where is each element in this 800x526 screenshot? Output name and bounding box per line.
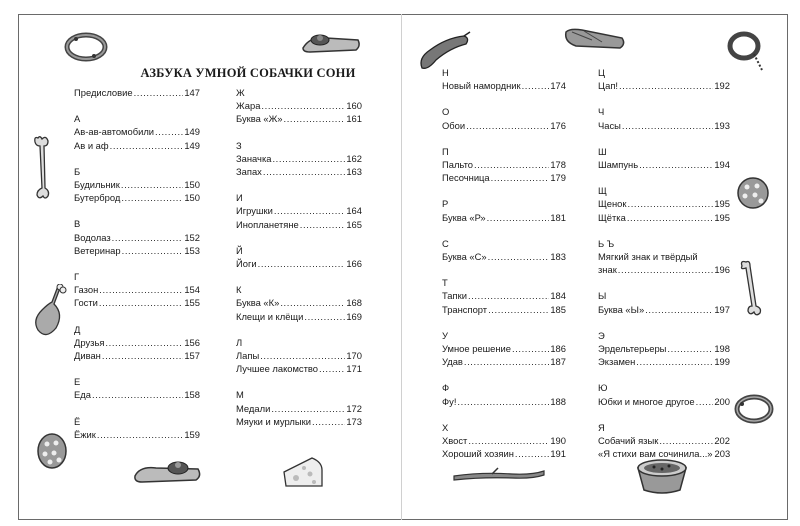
toc-entry[interactable] <box>598 158 730 171</box>
collar-icon <box>734 392 774 426</box>
section-letter: Ш <box>598 145 607 157</box>
toc-entry-title: Цап! <box>598 80 619 92</box>
toc-entry-page: 164 <box>346 205 362 217</box>
section-letter: П <box>442 145 449 157</box>
dot-leader <box>92 388 183 401</box>
toc-entry[interactable] <box>442 395 566 408</box>
toc-entry-title: Заначка <box>236 152 272 164</box>
dot-leader <box>487 211 550 224</box>
section-letter: В <box>74 218 81 230</box>
toc-entry[interactable] <box>236 415 362 428</box>
dot-leader <box>696 395 714 408</box>
toc-entry[interactable] <box>442 434 566 447</box>
toc-entry-title: Клещи и клёщи <box>236 310 304 322</box>
section-letter: Г <box>74 270 80 282</box>
toc-entry[interactable] <box>74 178 200 191</box>
toc-column-3 <box>442 66 566 460</box>
toc-entry-page: 190 <box>550 434 566 446</box>
toc-entry-page: 193 <box>714 119 730 131</box>
toc-entry-page: 188 <box>550 395 566 407</box>
dot-leader <box>261 99 345 112</box>
toc-entry-page: 162 <box>346 152 362 164</box>
dot-leader <box>645 303 713 316</box>
toc-entry-title: Шампунь <box>598 158 639 170</box>
toc-entry[interactable] <box>442 303 566 316</box>
section-letter: Э <box>598 329 605 341</box>
toc-entry-page: 184 <box>550 290 566 302</box>
toc-entry-title: Будильник <box>74 178 120 190</box>
toc-entry-page: 149 <box>184 126 200 138</box>
section-letter: И <box>236 192 243 204</box>
toc-entry[interactable] <box>442 447 566 460</box>
dog-bowl-icon <box>634 454 690 496</box>
dot-leader <box>258 257 346 270</box>
dot-leader <box>488 250 550 263</box>
toc-column-2 <box>236 86 362 428</box>
toc-entry-page: 166 <box>346 257 362 269</box>
slipper-icon <box>132 456 204 484</box>
toc-entry-title: Игрушки <box>236 205 273 217</box>
toc-entry-title: Эрдельтерьеры <box>598 342 667 354</box>
dot-leader <box>99 283 183 296</box>
toc-entry[interactable] <box>236 112 362 125</box>
dot-leader <box>263 165 345 178</box>
section-letter: З <box>236 139 242 151</box>
toc-entry-title: Ёжик <box>74 428 96 440</box>
toc-entry-page: 157 <box>184 349 200 361</box>
toc-entry-page: 195 <box>714 211 730 223</box>
slipper-icon <box>562 24 628 52</box>
dot-leader <box>99 296 183 309</box>
dot-leader <box>280 296 345 309</box>
stick-icon <box>452 466 546 482</box>
toc-entry-page: 203 <box>714 448 731 460</box>
section-letter: Е <box>74 376 81 388</box>
toc-entry[interactable] <box>236 152 362 165</box>
dot-leader <box>466 119 549 132</box>
dot-leader <box>667 342 713 355</box>
toc-entry-page: 185 <box>550 303 566 315</box>
toc-entry[interactable] <box>442 79 566 92</box>
toc-entry-title: Буква «С» <box>442 250 487 262</box>
bone-icon <box>32 134 52 200</box>
section-letter: А <box>74 113 81 125</box>
toc-entry-title: Собачий язык <box>598 434 659 446</box>
collar-icon <box>726 30 766 74</box>
toc-entry-title: Буква «Ж» <box>236 113 283 125</box>
toc-entry-page: 156 <box>184 336 200 348</box>
toc-entry-title: Лучшее лакомство <box>236 363 319 375</box>
toc-entry-page: 147 <box>184 87 200 98</box>
toc-entry[interactable] <box>236 362 362 375</box>
toc-entry-page: 183 <box>550 250 566 262</box>
toc-entry-page: 173 <box>346 415 362 427</box>
section-letter: Ь Ъ <box>598 237 615 249</box>
toc-entry-title: Мяуки и мурлыки <box>236 415 311 427</box>
dot-leader <box>627 211 714 224</box>
toc-entry-page: 172 <box>346 402 362 414</box>
section-letter: Ж <box>236 87 245 98</box>
toc-entry-page: 176 <box>550 119 566 131</box>
toc-entry-page: 154 <box>184 284 200 296</box>
dot-leader <box>105 336 183 349</box>
toc-entry-title: Йоги <box>236 257 257 269</box>
dot-leader <box>636 355 713 368</box>
section-letter: Ч <box>598 106 605 118</box>
toc-entry-title: Гости <box>74 297 98 309</box>
toc-entry[interactable] <box>236 349 362 362</box>
section-letter: Щ <box>598 185 607 197</box>
toc-entry[interactable] <box>74 428 200 441</box>
toc-entry-title: Щётка <box>598 211 626 223</box>
section-letter: У <box>442 329 448 341</box>
dot-leader <box>284 112 346 125</box>
toc-entry-page: 155 <box>184 297 200 309</box>
chicken-leg-icon <box>30 284 72 342</box>
dot-leader <box>488 303 549 316</box>
toc-entry-page: 197 <box>714 303 730 315</box>
toc-entry[interactable] <box>74 86 200 99</box>
dot-leader <box>122 244 184 257</box>
dot-leader <box>271 402 345 415</box>
toc-entry-page: 191 <box>550 448 566 460</box>
toc-entry[interactable] <box>74 125 200 138</box>
dot-leader <box>628 197 714 210</box>
toc-entry-page: 159 <box>184 428 200 440</box>
toc-entry-page: 199 <box>714 356 730 368</box>
page-fold <box>401 14 402 520</box>
toc-entry[interactable] <box>598 395 730 408</box>
dot-leader <box>134 86 184 99</box>
toc-entry[interactable] <box>74 296 200 309</box>
toc-entry-title: Буква «К» <box>236 297 280 309</box>
toc-entry[interactable] <box>598 250 730 263</box>
toc-entry-page: 202 <box>714 434 730 446</box>
toc-entry-title: Буква «Ы» <box>598 303 645 315</box>
toc-entry-title: Экзамен <box>598 356 636 368</box>
toc-entry-page: 149 <box>184 139 200 151</box>
toc-entry-title: Щенок <box>598 198 627 210</box>
dot-leader <box>512 342 549 355</box>
toc-entry-page: 179 <box>550 172 566 184</box>
toc-entry-page: 181 <box>550 211 566 223</box>
section-letter: Н <box>442 67 449 78</box>
toc-entry-title: Водолаз <box>74 231 111 243</box>
toc-entry-page: 163 <box>346 165 362 177</box>
toc-entry-title: Друзья <box>74 336 105 348</box>
toc-entry[interactable] <box>598 197 730 210</box>
toc-entry-page: 194 <box>714 158 730 170</box>
toc-entry[interactable] <box>236 218 362 231</box>
toc-entry-title: Тапки <box>442 290 467 302</box>
bone-icon <box>738 260 764 316</box>
toc-entry-title: Медали <box>236 402 271 414</box>
toc-entry-title: Лапы <box>236 349 260 361</box>
dot-leader <box>112 231 184 244</box>
toc-entry[interactable] <box>236 402 362 415</box>
collar-icon <box>64 30 108 64</box>
toc-entry-page: 150 <box>184 178 200 190</box>
toc-column-1 <box>74 86 200 441</box>
toc-entry-title: Предисловие <box>74 87 133 98</box>
ball-icon <box>36 432 68 470</box>
toc-entry-title: Фу! <box>442 395 457 407</box>
toc-entry-title: Инопланетяне <box>236 218 299 230</box>
dot-leader <box>522 79 550 92</box>
toc-entry-page: 161 <box>346 113 362 125</box>
slipper-icon <box>300 30 362 54</box>
toc-entry-title: Часы <box>598 119 621 131</box>
toc-entry-page: 158 <box>184 389 200 401</box>
toc-entry-title: Газон <box>74 284 99 296</box>
section-letter: Л <box>236 336 243 348</box>
toc-entry[interactable] <box>74 244 200 257</box>
toc-entry[interactable] <box>598 211 730 224</box>
toc-entry-title: Бутерброд <box>74 192 121 204</box>
toc-entry[interactable] <box>236 296 362 309</box>
toc-entry[interactable] <box>236 99 362 112</box>
toc-entry[interactable] <box>598 303 730 316</box>
dot-leader <box>110 139 184 152</box>
toc-entry-title: Новый намордник <box>442 80 521 92</box>
dot-leader <box>491 171 550 184</box>
cheese-icon <box>282 456 324 490</box>
dot-leader <box>622 119 713 132</box>
section-letter: Ё <box>74 415 81 427</box>
toc-entry-title: Юбки и многое другое <box>598 395 695 407</box>
section-letter: О <box>442 106 450 118</box>
sausage-icon <box>416 30 472 72</box>
dot-leader <box>300 218 346 231</box>
section-letter: С <box>442 237 449 249</box>
section-letter: Ю <box>598 382 608 394</box>
toc-entry-page: 169 <box>346 310 362 322</box>
ball-icon <box>736 176 770 210</box>
toc-entry-page: 192 <box>714 80 730 92</box>
dot-leader <box>659 434 713 447</box>
dot-leader <box>457 395 549 408</box>
toc-entry-page: 196 <box>714 264 730 276</box>
toc-entry[interactable] <box>598 342 730 355</box>
toc-entry-page: 195 <box>714 198 730 210</box>
toc-entry[interactable] <box>74 388 200 401</box>
dot-leader <box>468 289 549 302</box>
section-letter: Р <box>442 198 449 210</box>
toc-entry[interactable] <box>442 250 566 263</box>
section-letter: М <box>236 389 244 401</box>
toc-entry[interactable] <box>442 211 566 224</box>
dot-leader <box>639 158 713 171</box>
toc-entry-title: Диван <box>74 349 101 361</box>
toc-entry-page: 171 <box>346 363 362 375</box>
toc-entry-title: Еда <box>74 389 91 401</box>
toc-entry-title: Ав-ав-автомобили <box>74 126 155 138</box>
dot-leader <box>260 349 345 362</box>
toc-entry[interactable] <box>598 263 730 276</box>
dot-leader <box>618 263 714 276</box>
toc-entry[interactable] <box>236 204 362 217</box>
dot-leader <box>474 158 549 171</box>
toc-entry-page: 150 <box>184 192 200 204</box>
toc-entry-page: 174 <box>550 80 566 92</box>
toc-entry-title: Буква «Р» <box>442 211 486 223</box>
dot-leader <box>304 310 345 323</box>
toc-entry-page: 165 <box>346 218 362 230</box>
dot-leader <box>464 355 549 368</box>
toc-entry-title: Мягкий знак и твёрдый <box>598 250 698 262</box>
section-letter: Я <box>598 421 605 433</box>
toc-entry[interactable] <box>442 119 566 132</box>
toc-entry[interactable] <box>74 336 200 349</box>
section-letter: Ы <box>598 290 607 302</box>
toc-entry-page: 200 <box>714 395 730 407</box>
toc-entry-page: 170 <box>346 349 362 361</box>
toc-entry-title: знак <box>598 264 617 276</box>
page-title: АЗБУКА УМНОЙ СОБАЧКИ СОНИ <box>140 66 356 80</box>
dot-leader <box>312 415 345 428</box>
toc-entry-title: Ав и аф <box>74 139 109 151</box>
dot-leader <box>619 79 713 92</box>
section-letter: Й <box>236 244 243 256</box>
dot-leader <box>319 362 345 375</box>
toc-entry[interactable] <box>74 191 200 204</box>
toc-entry-title: Обои <box>442 119 466 131</box>
toc-entry-title: Пальто <box>442 158 473 170</box>
toc-entry[interactable] <box>442 355 566 368</box>
dot-leader <box>102 349 183 362</box>
dot-leader <box>121 191 183 204</box>
toc-entry[interactable] <box>598 355 730 368</box>
toc-entry[interactable] <box>442 342 566 355</box>
toc-column-4 <box>598 66 730 460</box>
toc-entry-title: Жара <box>236 100 261 112</box>
toc-entry[interactable] <box>598 119 730 132</box>
section-letter: К <box>236 284 242 296</box>
toc-entry[interactable] <box>442 289 566 302</box>
toc-entry-title: Ветеринар <box>74 244 121 256</box>
section-letter: Ц <box>598 67 605 78</box>
section-letter: Т <box>442 277 448 289</box>
toc-entry-page: 178 <box>550 158 566 170</box>
section-letter: Д <box>74 323 81 335</box>
toc-entry-title: Транспорт <box>442 303 488 315</box>
toc-entry-title: Удав <box>442 356 463 368</box>
toc-entry-title: «Я стихи вам сочинила...» <box>598 448 713 460</box>
toc-entry[interactable] <box>598 79 730 92</box>
section-letter: Ф <box>442 382 450 394</box>
toc-entry[interactable] <box>74 139 200 152</box>
toc-entry-title: Умное решение <box>442 342 511 354</box>
toc-entry[interactable] <box>236 310 362 323</box>
dot-leader <box>272 152 345 165</box>
dot-leader <box>97 428 183 441</box>
toc-entry-page: 160 <box>346 100 362 112</box>
toc-entry[interactable] <box>74 231 200 244</box>
dot-leader <box>155 125 183 138</box>
toc-entry[interactable] <box>74 283 200 296</box>
toc-entry-page: 168 <box>346 297 362 309</box>
toc-entry-page: 153 <box>184 244 200 256</box>
dot-leader <box>121 178 183 191</box>
section-letter: Б <box>74 165 81 177</box>
dot-leader <box>515 447 549 460</box>
dot-leader <box>468 434 549 447</box>
toc-entry-page: 186 <box>550 342 566 354</box>
toc-entry-title: Запах <box>236 165 262 177</box>
toc-entry[interactable] <box>442 158 566 171</box>
section-letter: Х <box>442 421 449 433</box>
toc-entry-title: Хвост <box>442 434 468 446</box>
toc-entry-title: Хороший хозяин <box>442 448 514 460</box>
toc-entry[interactable] <box>442 171 566 184</box>
toc-entry[interactable] <box>236 165 362 178</box>
toc-entry-page: 152 <box>184 231 200 243</box>
toc-entry-page: 198 <box>714 342 730 354</box>
toc-entry[interactable] <box>74 349 200 362</box>
toc-entry-page: 187 <box>550 356 566 368</box>
toc-entry[interactable] <box>598 434 730 447</box>
dot-leader <box>274 204 346 217</box>
toc-entry-title: Песочница <box>442 172 490 184</box>
toc-entry[interactable] <box>236 257 362 270</box>
